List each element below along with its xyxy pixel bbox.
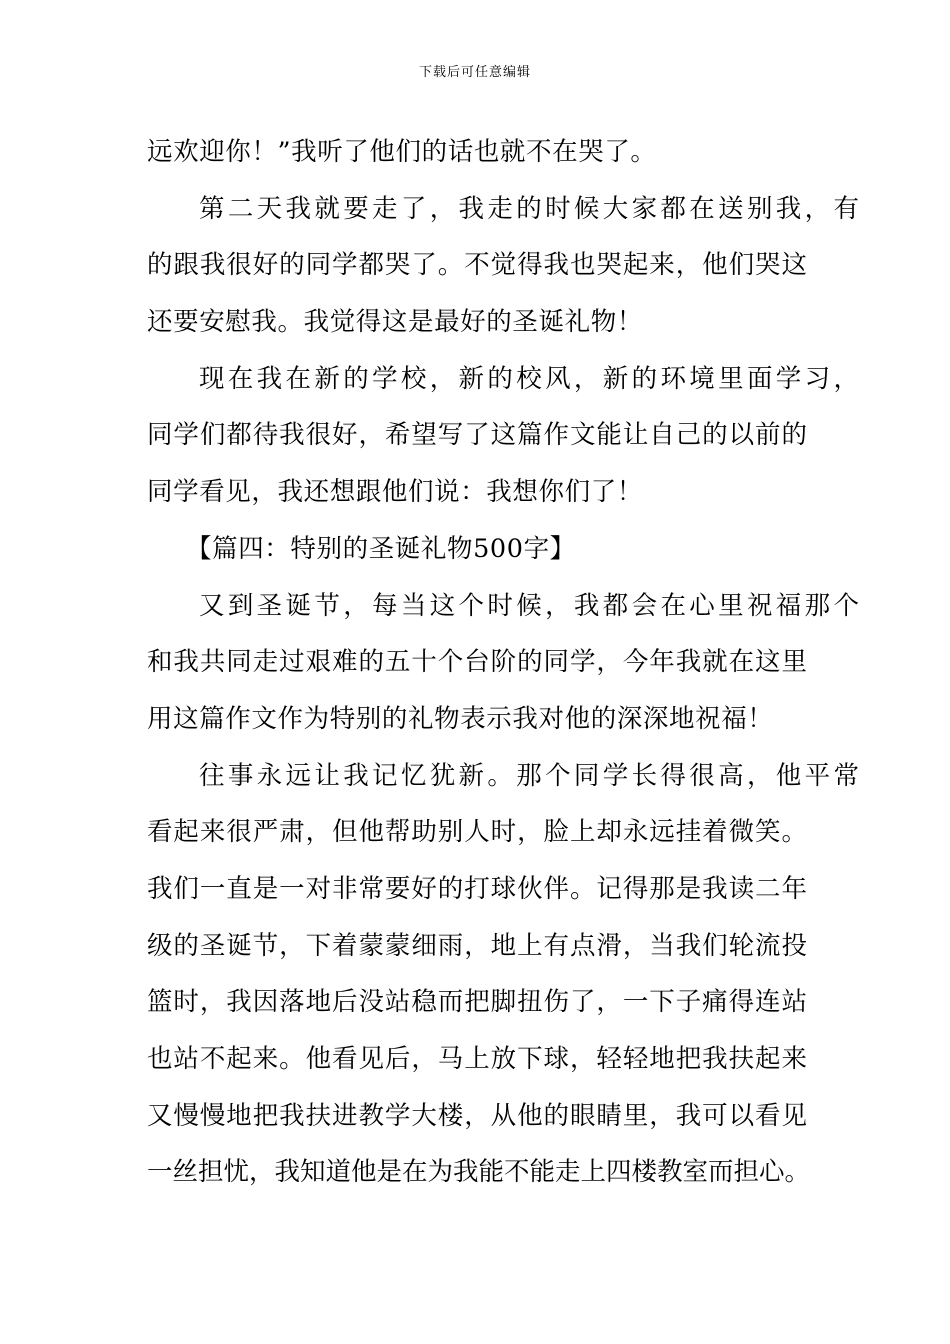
text-line: 看起来很严肃，但他帮助别人时，脸上却永远挂着微笑。 — [147, 817, 807, 847]
section-heading: 【篇四：特别的圣诞礼物500字】 — [186, 534, 576, 564]
text-line: 又到圣诞节，每当这个时候，我都会在心里祝福那个 — [199, 591, 859, 621]
text-line: 同学们都待我很好，希望写了这篇作文能让自己的以前的 — [147, 420, 807, 450]
text-line: 一丝担忧，我知道他是在为我能不能走上四楼教室而担心。 — [147, 1157, 811, 1187]
text-line: 又慢慢地把我扶进教学大楼，从他的眼睛里，我可以看见 — [147, 1101, 807, 1131]
text-line: 还要安慰我。我觉得这是最好的圣诞礼物！ — [147, 307, 643, 337]
text-line: 同学看见，我还想跟他们说：我想你们了！ — [147, 477, 643, 507]
text-line: 和我共同走过艰难的五十个台阶的同学，今年我就在这里 — [147, 647, 807, 677]
text-line: 远欢迎你！”我听了他们的话也就不在哭了。 — [147, 137, 657, 167]
text-line: 往事永远让我记忆犹新。那个同学长得很高，他平常 — [199, 761, 859, 791]
text-line: 现在我在新的学校，新的校风，新的环境里面学习， — [199, 364, 859, 394]
text-line: 级的圣诞节，下着蒙蒙细雨，地上有点滑，当我们轮流投 — [147, 931, 807, 961]
page-header: 下载后可任意编辑 — [418, 65, 531, 80]
text-line: 也站不起来。他看见后，马上放下球，轻轻地把我扶起来 — [147, 1044, 807, 1074]
text-line: 第二天我就要走了，我走的时候大家都在送别我，有 — [199, 194, 859, 224]
text-line: 用这篇作文作为特别的礼物表示我对他的深深地祝福！ — [147, 704, 774, 734]
text-line: 我们一直是一对非常要好的打球伙伴。记得那是我读二年 — [147, 874, 807, 904]
text-line: 篮时，我因落地后没站稳而把脚扭伤了，一下子痛得连站 — [147, 987, 807, 1017]
text-line: 的跟我很好的同学都哭了。不觉得我也哭起来，他们哭这 — [147, 250, 807, 280]
